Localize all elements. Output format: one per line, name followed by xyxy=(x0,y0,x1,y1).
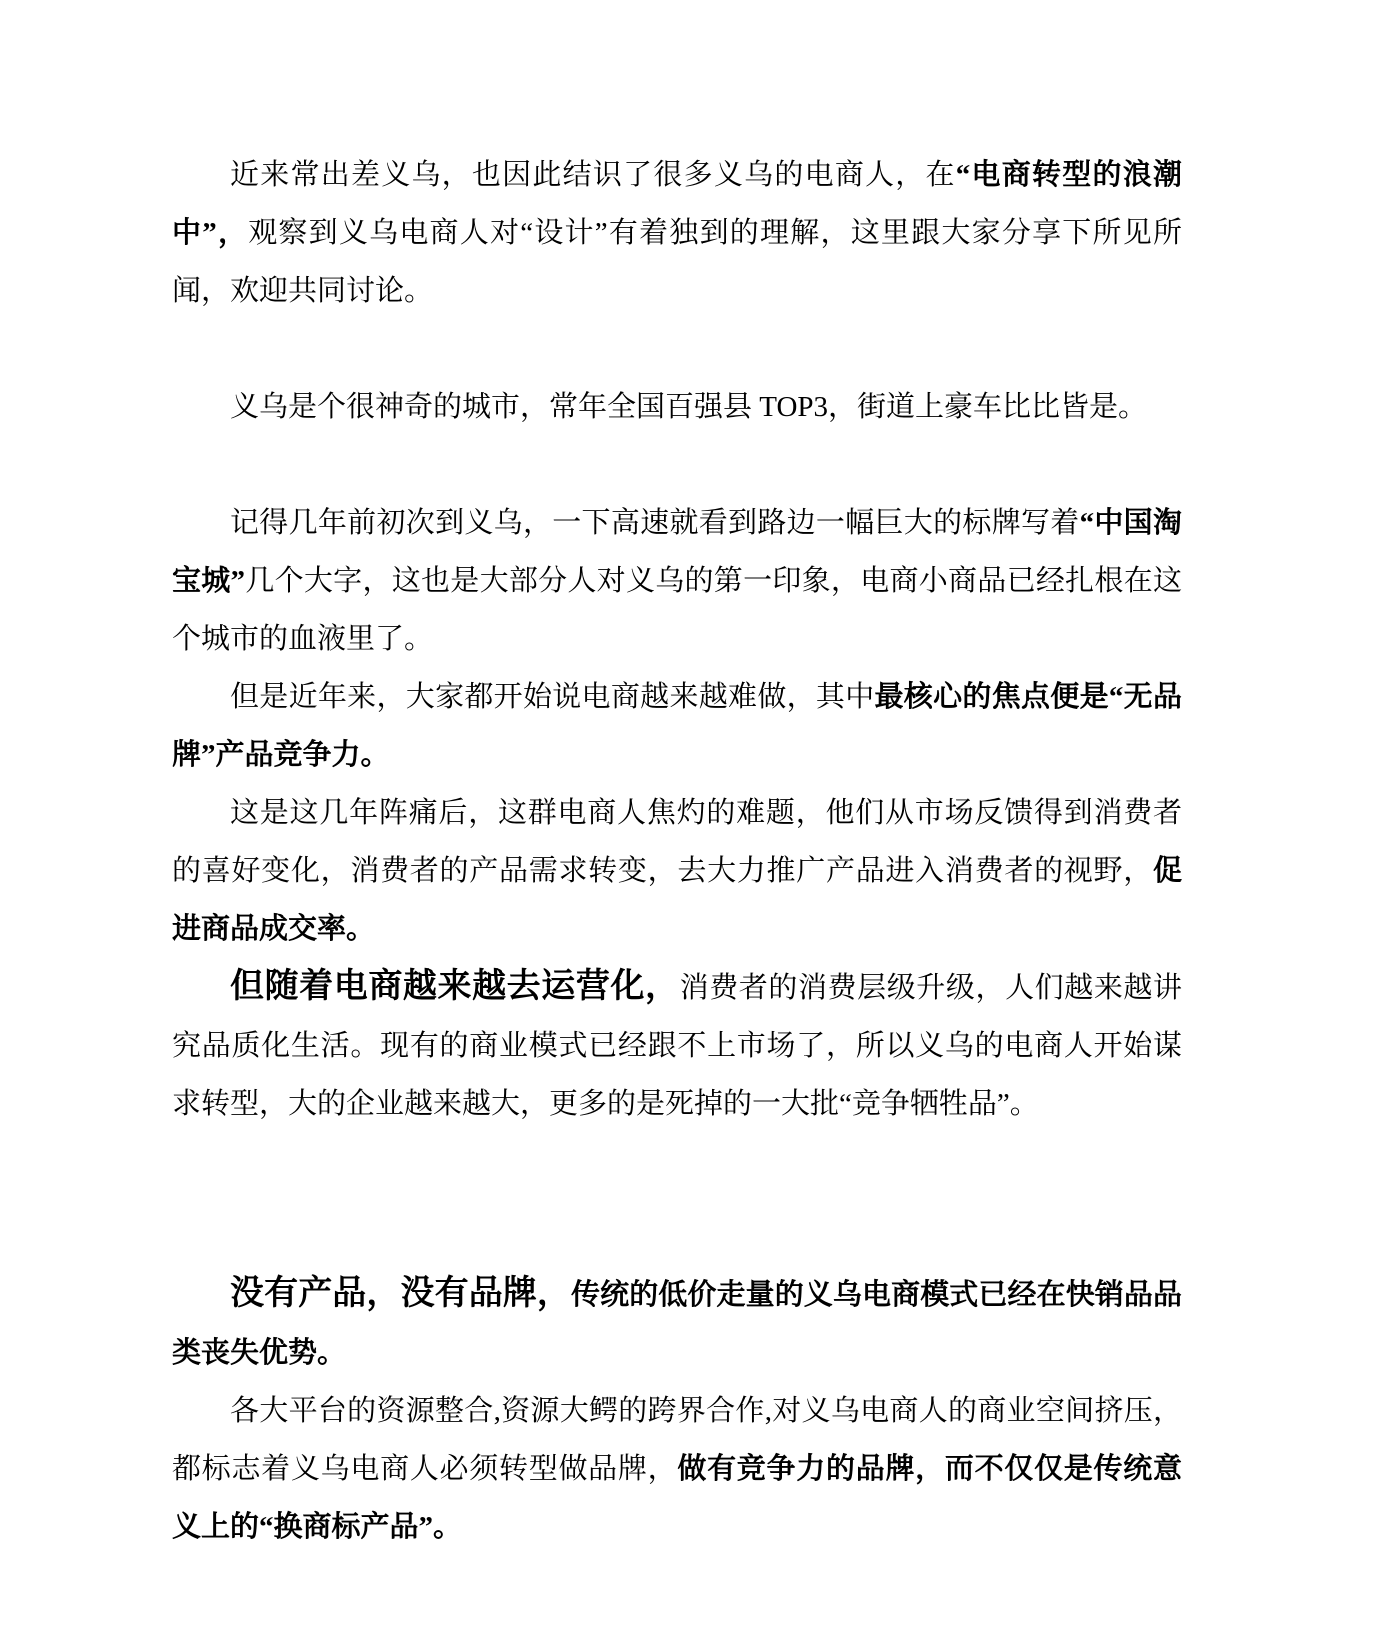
text-run: 观察到义乌电商人对“设计”有着独到的理解，这里跟大家分享下所见所闻，欢迎共同讨论。 xyxy=(172,217,1182,307)
text-run: 近来常出差义乌，也因此结识了很多义乌的电商人，在 xyxy=(230,159,956,191)
bold-text-run: “中国淘宝城” xyxy=(172,507,1182,597)
paragraph-first-impression xyxy=(172,494,1182,668)
text-run: 各大平台的资源整合,资源大鳄的跨界合作,对义乌电商人的商业空间挤压，都标志着义乌电商人必须转型做品牌， xyxy=(172,1395,1182,1485)
bold-text-run: 促进商品成交率。 xyxy=(172,855,1182,945)
paragraph-platform-squeeze xyxy=(172,1382,1182,1556)
spacer xyxy=(172,1133,1182,1265)
text-run: 这是这几年阵痛后，这群电商人焦灼的难题，他们从市场反馈得到消费者的喜好变化，消费者的产品需求转变，去大力推广产品进入消费者的视野， xyxy=(172,797,1182,887)
bold-text-run: “电商转型的浪潮中”， xyxy=(172,159,1182,249)
paragraph-no-product-no-brand xyxy=(172,1265,1182,1382)
text-run: 义乌是个很神奇的城市，常年全国百强县 TOP3，街道上豪车比比皆是。 xyxy=(230,391,1148,423)
bold-text-run: 最核心的焦点便是“无品牌”产品竞争力。 xyxy=(172,681,1182,771)
text-run: 记得几年前初次到义乌，一下高速就看到路边一幅巨大的标牌写着 xyxy=(230,507,1080,539)
text-run: 但是近年来，大家都开始说电商越来越难做，其中 xyxy=(230,681,875,713)
paragraph-yiwu-city xyxy=(172,378,1182,436)
text-run: 几个大字，这也是大部分人对义乌的第一印象，电商小商品已经扎根在这个城市的血液里了。 xyxy=(172,565,1182,655)
paragraph-intro xyxy=(172,146,1182,320)
spacer xyxy=(172,320,1182,378)
bold-text-run: 没有产品，没有品牌， xyxy=(230,1275,571,1312)
bold-text-run: 传统的低价走量的义乌电商模式已经在快销品品类丧失优势。 xyxy=(172,1279,1182,1369)
spacer xyxy=(172,436,1182,494)
text-run: 消费者的消费层级升级，人们越来越讲究品质化生活。现有的商业模式已经跟不上市场了，所以义乌的电商人开始谋求转型，大的企业越来越大，更多的是死掉的一大批“竞争牺牲品”。 xyxy=(172,972,1182,1120)
paragraph-pain xyxy=(172,784,1182,958)
bold-text-run: 做有竞争力的品牌，而不仅仅是传统意义上的“换商标产品”。 xyxy=(172,1453,1182,1543)
bold-text-run: 但随着电商越来越去运营化， xyxy=(230,968,680,1005)
paragraph-no-brand xyxy=(172,668,1182,784)
paragraph-deoperation xyxy=(172,958,1182,1133)
